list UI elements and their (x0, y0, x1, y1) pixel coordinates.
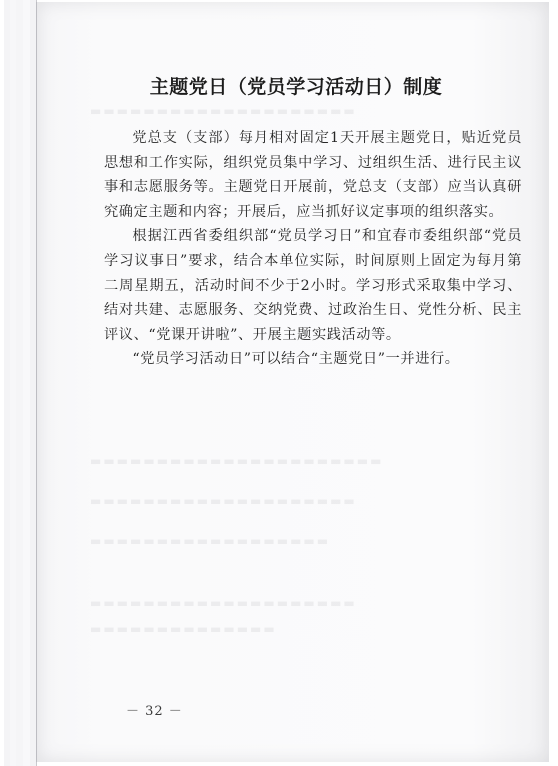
document-title: 主题党日（党员学习活动日）制度 (149, 76, 443, 98)
paragraph: “党员学习活动日”可以结合“主题党日”一并进行。 (132, 351, 460, 368)
page-number: － 32 － (126, 704, 183, 719)
paragraph: 党总支（支部）每月相对固定1天开展主题党日，贴近党员思想和工作实际，组织党员集中学习、过组织生活、进行民主议事和志愿服务等。主题党日开展前，党总支（支部）应当认真研究确定主题和内容；开展后，应当抓好议定事项的组织落实。 (104, 130, 522, 220)
paragraph: 根据江西省委组织部“党员学习日”和宜春市委组织部“党员学习议事日”要求，结合本单位实际，时间原则上固定为每月第二周星期五，活动时间不少于2小时。学习形式采取集中学习、结对共建、志愿服务、交纳党费、过政治生日、党性分析、民主评议、“党课开讲啦”、开展主题实践活动等。 (104, 228, 522, 343)
show-through-texture: ▬▬▬▬▬▬▬▬▬▬▬▬▬▬▬▬▬▬▬▬▬▬ (90, 454, 384, 468)
document-body (104, 126, 522, 372)
show-through-texture: ▬▬▬▬▬▬▬▬▬▬▬▬▬▬▬▬▬▬ (90, 534, 331, 548)
show-through-texture: ▬▬▬▬▬▬▬▬▬▬▬▬▬▬ (90, 622, 277, 636)
show-through-texture: ▬▬▬▬▬▬▬▬▬▬▬▬▬▬▬▬▬▬▬▬ (90, 104, 357, 118)
show-through-texture: ▬▬▬▬▬▬▬▬▬▬▬▬▬▬▬▬▬▬▬▬ (90, 494, 357, 508)
show-through-texture: ▬▬▬▬▬▬▬▬▬▬▬▬▬▬▬▬▬▬▬▬ (90, 596, 357, 610)
